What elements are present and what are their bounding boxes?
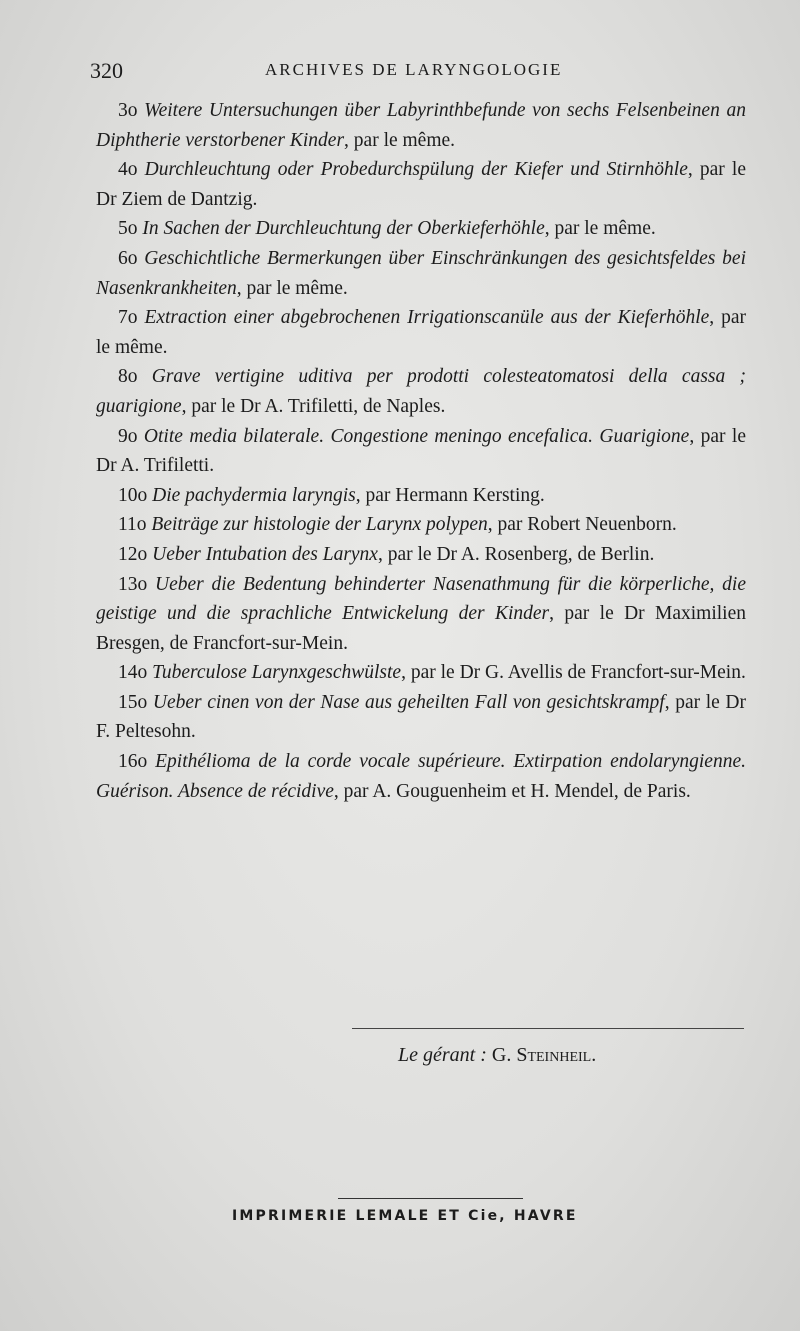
entry-credit: , par A. Gouguenheim et H. Mendel, de Paris. <box>333 780 691 802</box>
entry-number: 14o <box>118 662 153 684</box>
entry-number: 11o <box>118 514 152 536</box>
entry-credit: , par le même. <box>344 129 456 151</box>
list-item <box>96 540 746 570</box>
list-item <box>96 688 746 747</box>
list-item <box>96 155 746 214</box>
list-item <box>96 481 746 511</box>
entry-title: Ueber cinen von der Nase aus geheilten Fall von gesichtskrampf <box>152 691 665 713</box>
entry-number: 6o <box>118 247 145 269</box>
entry-number: 12o <box>118 543 153 565</box>
entry-credit: , par le Dr A. Rosenberg, de Berlin. <box>377 543 655 565</box>
entry-title: Geschichtliche Bermerkungen über Einschränkungen des gesichtsfeldes bei Nasenkrankheiten <box>96 247 747 299</box>
list-item <box>96 422 746 481</box>
entry-title: Tuberculose Larynxgeschwülste <box>152 662 402 684</box>
list-item <box>96 214 746 244</box>
entry-title: Extraction einer abgebrochenen Irrigationscanüle aus der Kieferhöhle <box>144 307 710 329</box>
entry-credit: , par Hermann Kersting. <box>355 484 545 506</box>
entry-title: Otite media bilaterale. Congestione meningo encefalica. Guarigione <box>143 425 690 447</box>
entry-title: Epithélioma de la corde vocale supérieure. Extirpation endolaryngienne. Guérison. Absence de récidive <box>96 751 746 802</box>
entry-credit: , par le Dr G. Avellis de Francfort-sur-Mein. <box>401 662 746 684</box>
entry-credit: , par le Dr F. Peltesohn. <box>96 691 746 743</box>
list-item <box>96 96 746 155</box>
divider <box>352 1028 744 1029</box>
entry-title: Beiträge zur histologie der Larynx polypen <box>151 514 488 536</box>
imprint-divider <box>338 1198 523 1199</box>
entry-number: 3o <box>118 100 145 121</box>
entry-credit: , par le Dr Maximilien Bresgen, de Francfort-sur-Mein. <box>96 603 746 654</box>
signature-line <box>398 1044 596 1067</box>
page-number: 320 <box>90 58 123 83</box>
entry-number: 16o <box>118 751 156 773</box>
entry-number: 13o <box>118 573 155 595</box>
signature-name: G. Steinheil. <box>491 1044 597 1066</box>
entry-number: 5o <box>118 218 143 240</box>
entry-title: Ueber Intubation des Larynx <box>152 543 378 565</box>
signature-label: Le gérant : <box>398 1044 487 1066</box>
entry-number: 15o <box>118 691 153 713</box>
entry-title: Grave vertigine uditiva per prodotti colesteatomatosi della cassa ; guarigione <box>96 366 747 417</box>
entry-credit: , par Robert Neuenborn. <box>487 514 677 536</box>
entry-title: Weitere Untersuchungen über Labyrinthbefunde von sechs Felsenbeinen an Diphtherie verstorbener Kinder <box>96 100 746 151</box>
entry-credit: , par le même. <box>544 218 656 240</box>
list-item <box>96 570 746 659</box>
entry-title: Durchleuchtung oder Probedurchspülung der Kiefer und Stirnhöhle <box>144 159 688 181</box>
list-item <box>96 362 746 421</box>
entry-credit: , par le Dr A. Trifiletti. <box>96 425 746 477</box>
entry-number: 10o <box>118 484 153 506</box>
list-item <box>96 510 746 540</box>
running-head: ARCHIVES DE LARYNGOLOGIE <box>265 60 563 79</box>
entry-credit: , par le Dr Ziem de Dantzig. <box>96 159 746 210</box>
list-item <box>96 658 746 688</box>
list-item <box>96 303 746 362</box>
entry-number: 9o <box>118 425 144 447</box>
entry-credit: , par le même. <box>96 307 747 358</box>
entry-number: 8o <box>118 366 152 388</box>
entry-title: In Sachen der Durchleuchtung der Oberkieferhöhle <box>142 218 545 240</box>
entry-title: Die pachydermia laryngis <box>152 484 356 506</box>
printer-imprint: IMPRIMERIE LEMALE ET Cie, HAVRE <box>232 1208 578 1224</box>
list-item <box>96 244 746 303</box>
entry-credit: , par le même. <box>236 277 348 299</box>
bibliography-list <box>96 96 746 806</box>
entry-credit: , par le Dr A. Trifiletti, de Naples. <box>181 395 446 417</box>
page-header <box>90 58 760 88</box>
list-item <box>96 747 746 806</box>
entry-number: 4o <box>118 159 145 181</box>
entry-title: Ueber die Bedentung behinderter Nasenathmung für die körperliche, die geistige und die sprachliche Entwickelung der Kinder <box>96 573 746 625</box>
entry-number: 7o <box>118 307 145 329</box>
